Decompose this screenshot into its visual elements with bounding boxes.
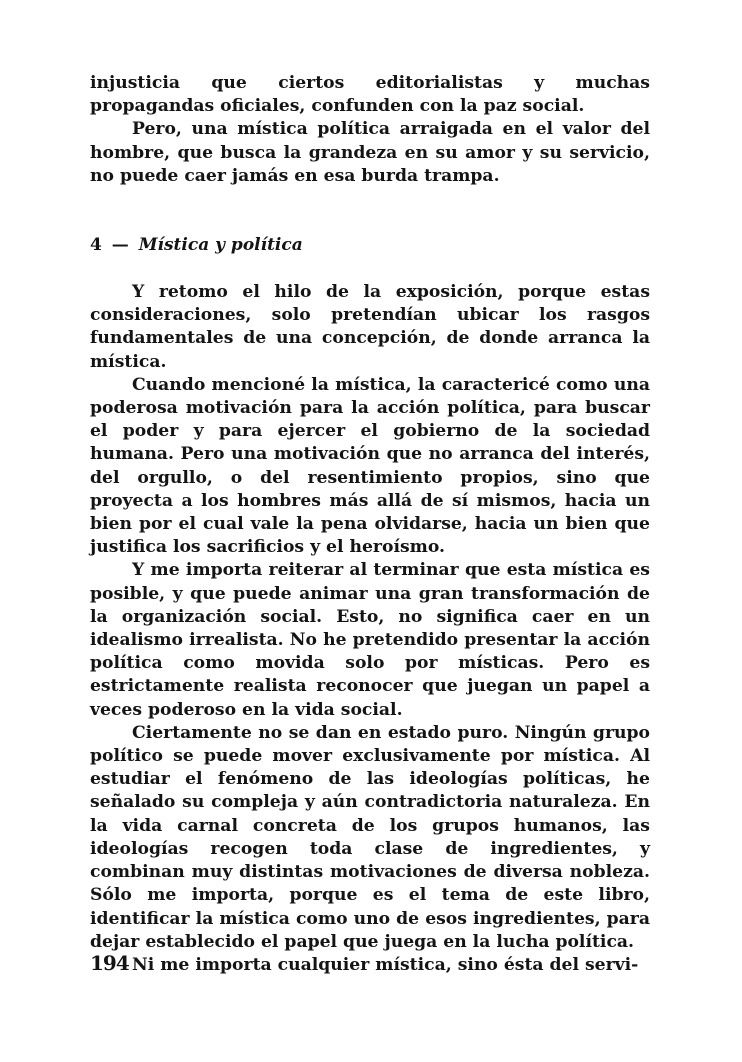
- section-dash: —: [111, 235, 129, 256]
- paragraph-continues: Ni me importa cualquier mística, sino ésta del servi-: [132, 954, 639, 975]
- paragraph: Pero, una mística política arraigada en el valor del hombre, que busca la grandeza en su amor y su servicio, no puede caer jamás en esa burda trampa.: [90, 119, 650, 186]
- paragraph: Y retomo el hilo de la exposición, porque estas consideraciones, solo pretendían ubicar los rasgos fundamentales de una concepción, de donde arranca la mística.: [90, 282, 650, 372]
- paragraph: Ciertamente no se dan en estado puro. Ningún grupo político se puede mover exclusivamente por mística. Al estudiar el fenómeno de las ideologías políticas, he señalado su compleja y aún contradictoria naturaleza. En la vida carnal concreta de los grupos humanos, las ideologías recogen toda clase de ingredientes, y combinan muy distintas motivaciones de diversa nobleza. Sólo me importa, porque es el tema de este libro, identificar la mística como uno de esos ingredientes, para dejar establecido el papel que juega en la lucha política.: [90, 722, 650, 952]
- section-title: Mística y política: [138, 235, 303, 256]
- paragraph: Cuando mencioné la mística, la caractericé como una poderosa motivación para la acción política, para buscar el poder y para ejercer el gobierno de la sociedad humana. Pero una motivación que no arranca del interés, del orgullo, o del resentimiento propios, sino que proyecta a los hombres más allá de sí mismos, hacia un bien por el cual vale la pena olvidarse, hacia un bien que justifica los sacrificios y el heroísmo.: [90, 374, 650, 558]
- body-text: [90, 72, 650, 977]
- page-number: 194: [90, 951, 129, 975]
- section-number: 4: [90, 235, 102, 256]
- paragraph-continued: injusticia que ciertos editorialistas y muchas propagandas oficiales, confunden con la paz social.: [90, 73, 650, 117]
- paragraph: Y me importa reiterar al terminar que esta mística es posible, y que puede animar una gran transformación de la organización social. Esto, no significa caer en un idealismo irrealista. No he pretendido presentar la acción política como movida solo por místicas. Pero es estrictamente realista reconocer que juegan un papel a veces poderoso en la vida social.: [90, 560, 650, 720]
- section-heading: [90, 234, 650, 257]
